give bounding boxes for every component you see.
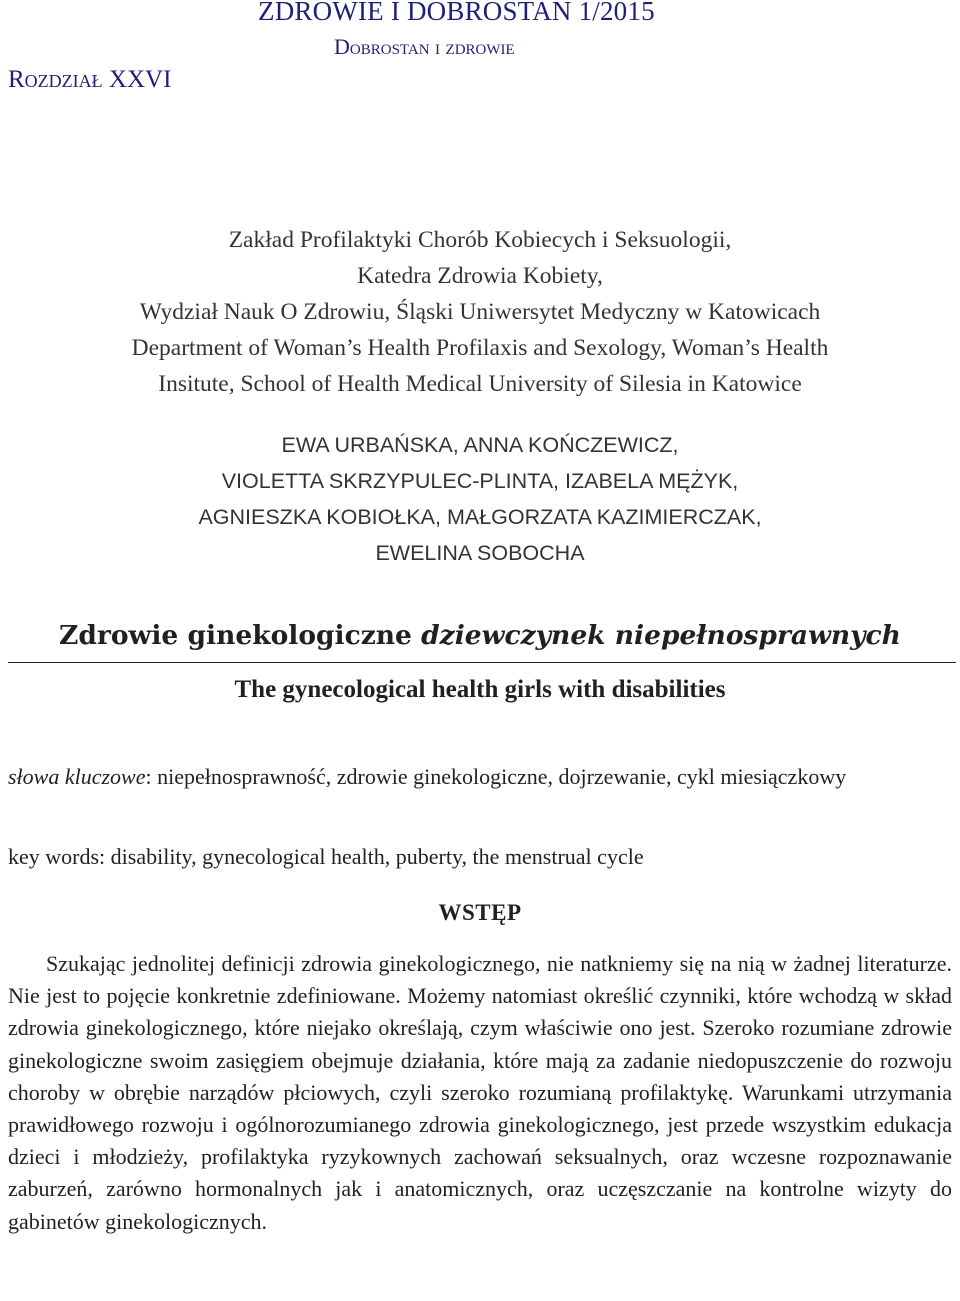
affiliation-line: Katedra Zdrowia Kobiety, [357, 263, 603, 289]
keywords-polish-label: słowa kluczowe [8, 764, 146, 789]
authors-line: EWA URBAŃSKA, ANNA KOŃCZEWICZ, [281, 433, 679, 457]
keywords-english-label: key words [8, 844, 100, 869]
intro-paragraph: Szukając jednolitej definicji zdrowia ginekologicznego, nie natkniemy się na nią w żadnej literaturze. Nie jest to pojęcie konkretnie zdefiniowane. Możemy natomiast określić czynniki, które wchodzą w skład zdrowia ginekologicznego, które niejako określają, czym właściwie ono jest. Szeroko rozumiane zdrowie ginekologiczne swoim zasięgiem obejmuje działania, które mają za zadanie niedopuszczenie do rozwoju choroby w obrębie narządów płciowych, czyli szeroko rozumianą profilaktykę. Warunkami utrzymania prawidłowego rozwoju i ogólnorozumianego zdrowia ginekologicznego, jest przede wszystkim edukacja dzieci i młodzieży, profilaktyka ryzykownych zachowań seksualnych, oraz wczesne rozpoznawanie zaburzeń, zarówno hormonalnych jak i anatomicznych, oraz uczęszczanie na kontrolne wizyty do gabinetów ginekologicznych. [8, 951, 952, 1234]
keywords-english [8, 840, 952, 874]
affiliation-block [0, 222, 960, 402]
affiliation-line: Department of Woman’s Health Profilaxis and Sexology, Woman’s Health [131, 335, 829, 361]
chapter-label: Rozdział XXVI [8, 66, 172, 93]
authors-line: VIOLETTA SKRZYPULEC-PLINTA, IZABELA MĘŻYK, [221, 469, 739, 493]
keywords-polish [8, 760, 952, 794]
authors-line: AGNIESZKA KOBIOŁKA, MAŁGORZATA KAZIMIERCZAK, [198, 505, 762, 529]
series-title: ZDROWIE I DOBROSTAN 1/2015 [258, 0, 655, 26]
affiliation-line: Zakład Profilaktyki Chorób Kobiecych i Seksuologii, [228, 227, 732, 253]
authors-block [0, 427, 960, 571]
affiliation-line: Wydział Nauk O Zdrowiu, Śląski Uniwersytet Medyczny w Katowicach [139, 299, 821, 325]
keywords-english-text: : disability, gynecological health, puberty, the menstrual cycle [99, 844, 644, 869]
section-heading: WSTĘP [438, 900, 522, 925]
affiliation-line: Insitute, School of Health Medical University of Silesia in Katowice [158, 371, 802, 397]
article-title-polish [0, 620, 960, 651]
keywords-polish-text: : niepełnosprawność, zdrowie ginekologiczne, dojrzewanie, cykl miesiączkowy [145, 764, 847, 789]
title-polish-part2: dziewczynek niepełnosprawnych [421, 620, 901, 651]
title-polish-part1: Zdrowie ginekologiczne [59, 620, 422, 651]
title-divider [8, 662, 956, 663]
article-title-english: The gynecological health girls with disabilities [234, 676, 726, 703]
series-subtitle: Dobrostan i zdrowie [334, 34, 515, 59]
authors-line: EWELINA SOBOCHA [375, 541, 585, 565]
